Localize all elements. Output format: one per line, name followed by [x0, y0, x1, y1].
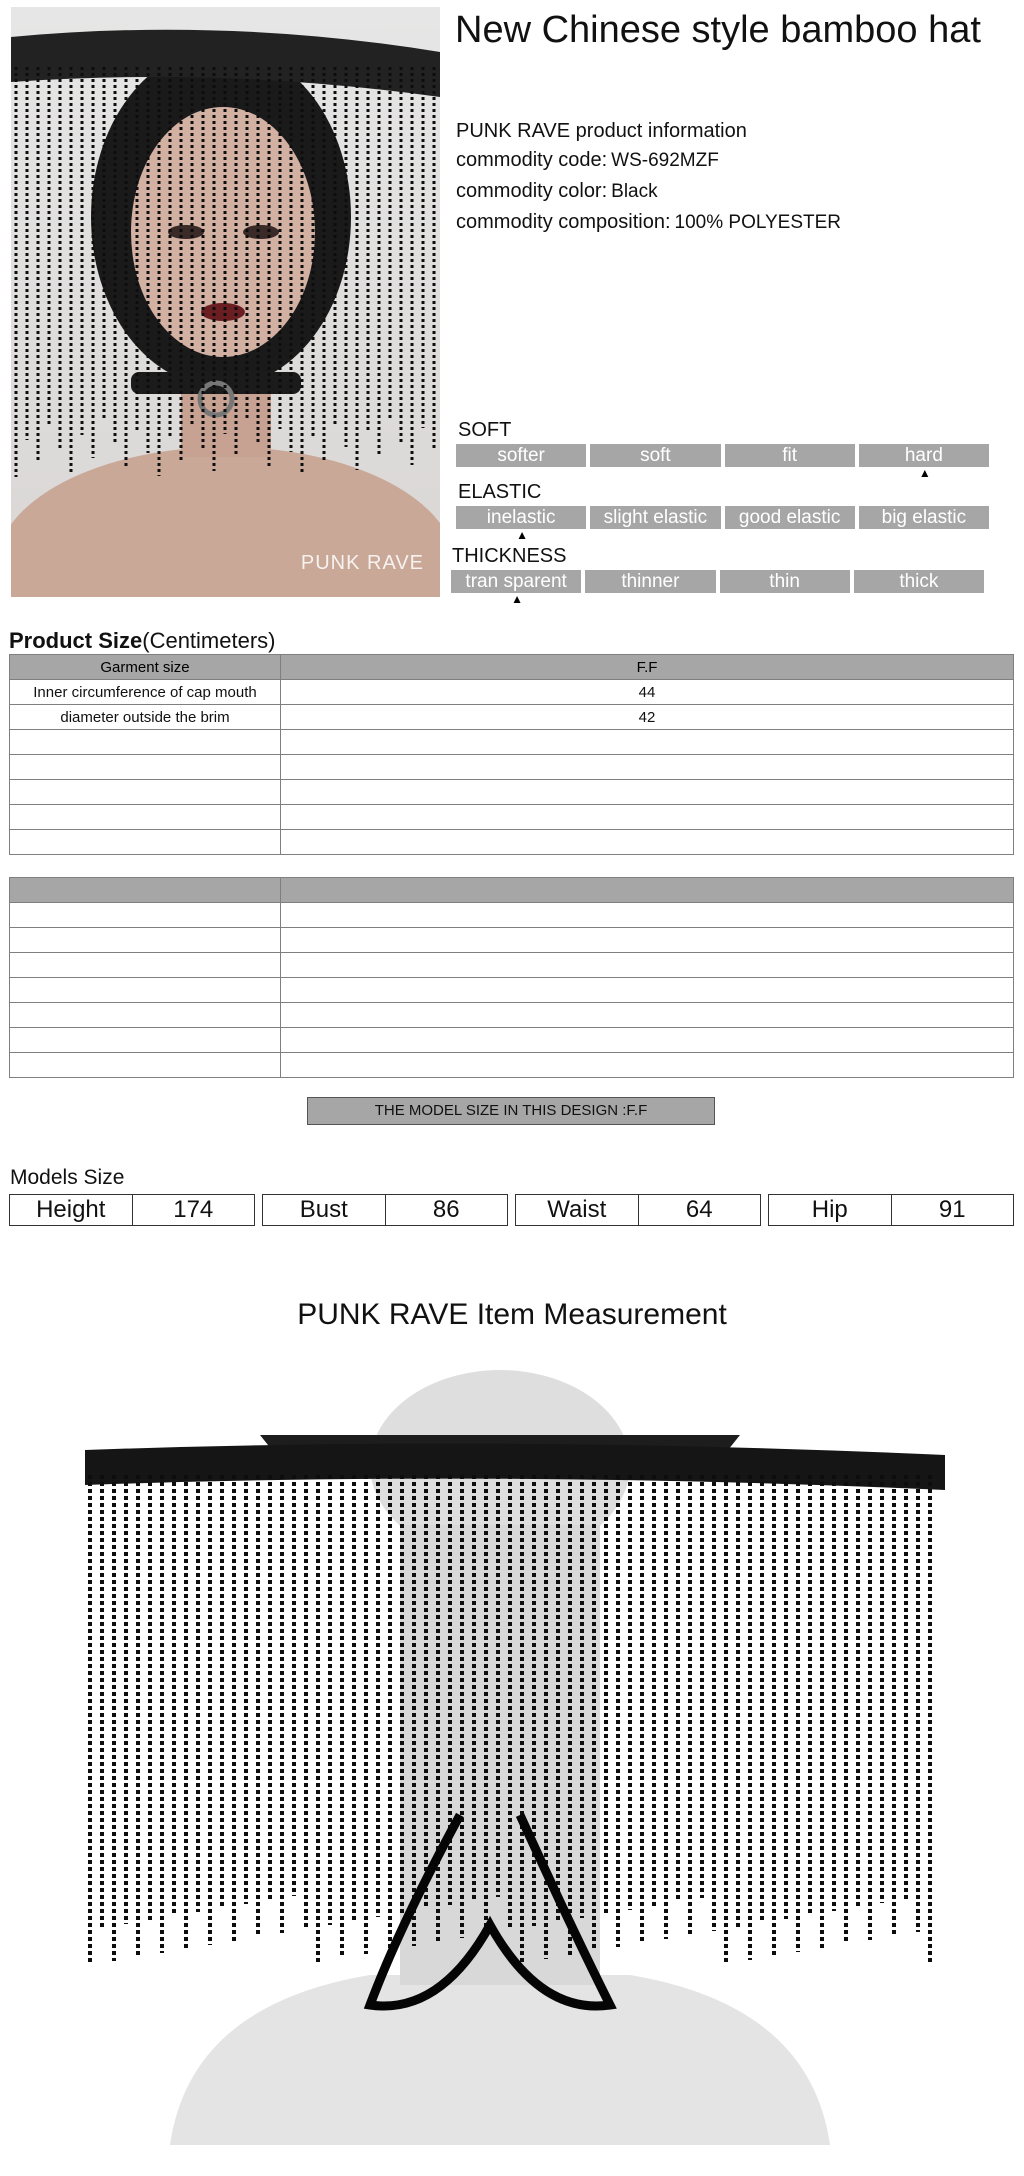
composition-value: 100% POLYESTER: [674, 212, 842, 233]
table-row: [10, 755, 1014, 780]
color-value: Black: [611, 181, 658, 202]
product-photo: [11, 7, 440, 597]
soft-option-2: fit: [725, 444, 855, 467]
model-size-note: THE MODEL SIZE IN THIS DESIGN :F.F: [307, 1097, 715, 1125]
table-cell: [281, 1028, 1014, 1053]
code-value: WS-692MZF: [611, 150, 719, 171]
table-cell: [281, 805, 1014, 830]
model-measure-waist: [515, 1194, 761, 1226]
product-title: New Chinese style bamboo hat: [455, 9, 981, 51]
watermark: PUNK RAVE: [300, 552, 424, 574]
code-label: commodity code:: [456, 149, 608, 171]
measure-label: Waist: [547, 1196, 607, 1223]
table-cell: [281, 730, 1014, 755]
commodity-color-row: [456, 178, 658, 205]
color-label: commodity color:: [456, 180, 608, 202]
table-cell: [10, 928, 281, 953]
table-cell: [10, 903, 281, 928]
models-size-row: [9, 1194, 1014, 1226]
elastic-option-2: good elastic: [725, 506, 855, 529]
model-measure-hip: [768, 1194, 1014, 1226]
measure-label: Height: [36, 1196, 106, 1223]
model-measure-height: [9, 1194, 255, 1226]
elastic-scale-marker: ▲: [516, 528, 529, 542]
secondary-size-table: [9, 877, 1014, 1078]
thickness-scale-label: THICKNESS: [452, 545, 567, 567]
table-cell: [281, 755, 1014, 780]
table-cell: [10, 780, 281, 805]
elastic-scale: [456, 506, 989, 529]
table-row: [10, 705, 1014, 730]
table-row: [10, 1053, 1014, 1078]
table-header-row: [10, 655, 1014, 680]
table-cell: [10, 978, 281, 1003]
table-row: [10, 805, 1014, 830]
commodity-composition-row: [456, 209, 841, 236]
table-row: [10, 953, 1014, 978]
thickness-scale-marker: ▲: [511, 592, 524, 606]
table-cell: 42: [281, 705, 1014, 730]
product-size-title: [9, 628, 276, 654]
measure-label: Hip: [811, 1196, 848, 1223]
table-cell: [10, 1053, 281, 1078]
thickness-option-3: thick: [854, 570, 984, 593]
product-size-unit: (Centimeters): [142, 628, 276, 653]
table-header-cell: [281, 878, 1014, 903]
table-row: [10, 780, 1014, 805]
table-cell: [281, 978, 1014, 1003]
table-cell: [281, 903, 1014, 928]
thickness-option-2: thin: [720, 570, 850, 593]
table-cell: diameter outside the brim: [10, 705, 281, 730]
soft-option-0: softer: [456, 444, 586, 467]
table-row: [10, 680, 1014, 705]
composition-label: commodity composition:: [456, 211, 671, 233]
table-row: [10, 978, 1014, 1003]
table-row: [10, 830, 1014, 855]
model-illustration: [11, 7, 440, 597]
measure-value: 91: [891, 1195, 1014, 1225]
measure-value: 86: [385, 1195, 508, 1225]
measure-label: Bust: [299, 1196, 348, 1223]
measurement-photo: [70, 1365, 954, 2145]
thickness-scale: [451, 570, 984, 593]
models-size-title: Models Size: [10, 1166, 125, 1189]
table-header-cell: F.F: [281, 655, 1014, 680]
table-cell: [281, 830, 1014, 855]
soft-option-3: hard: [859, 444, 989, 467]
measure-value: 64: [638, 1195, 761, 1225]
thickness-option-1: thinner: [585, 570, 715, 593]
table-row: [10, 1028, 1014, 1053]
brand-info: PUNK RAVE product information: [456, 120, 747, 142]
table-cell: [10, 830, 281, 855]
table-cell: [10, 805, 281, 830]
table-row: [10, 928, 1014, 953]
table-header-cell: [10, 878, 281, 903]
elastic-scale-label: ELASTIC: [458, 481, 542, 503]
thickness-option-0: tran sparent: [451, 570, 581, 593]
hat-on-mannequin-illustration: [70, 1365, 954, 2145]
soft-scale: [456, 444, 989, 467]
table-cell: 44: [281, 680, 1014, 705]
elastic-option-3: big elastic: [859, 506, 989, 529]
soft-scale-marker: ▲: [918, 466, 931, 480]
table-header-row: [10, 878, 1014, 903]
table-cell: [281, 780, 1014, 805]
table-cell: [10, 1028, 281, 1053]
table-header-cell: Garment size: [10, 655, 281, 680]
elastic-option-0: inelastic: [456, 506, 586, 529]
measurement-title: PUNK RAVE Item Measurement: [297, 1298, 727, 1331]
commodity-code-row: [456, 147, 719, 174]
soft-scale-label: SOFT: [458, 419, 512, 441]
elastic-option-1: slight elastic: [590, 506, 720, 529]
table-cell: [281, 1053, 1014, 1078]
model-measure-bust: [262, 1194, 508, 1226]
soft-option-1: soft: [590, 444, 720, 467]
table-cell: [10, 1003, 281, 1028]
table-row: [10, 903, 1014, 928]
table-cell: [10, 730, 281, 755]
table-cell: Inner circumference of cap mouth: [10, 680, 281, 705]
table-cell: [10, 953, 281, 978]
product-size-table: [9, 654, 1014, 855]
table-row: [10, 730, 1014, 755]
table-cell: [281, 953, 1014, 978]
table-cell: [281, 1003, 1014, 1028]
table-cell: [10, 755, 281, 780]
product-size-heading: Product Size: [9, 628, 143, 653]
table-cell: [281, 928, 1014, 953]
measure-value: 174: [132, 1195, 255, 1225]
table-row: [10, 1003, 1014, 1028]
